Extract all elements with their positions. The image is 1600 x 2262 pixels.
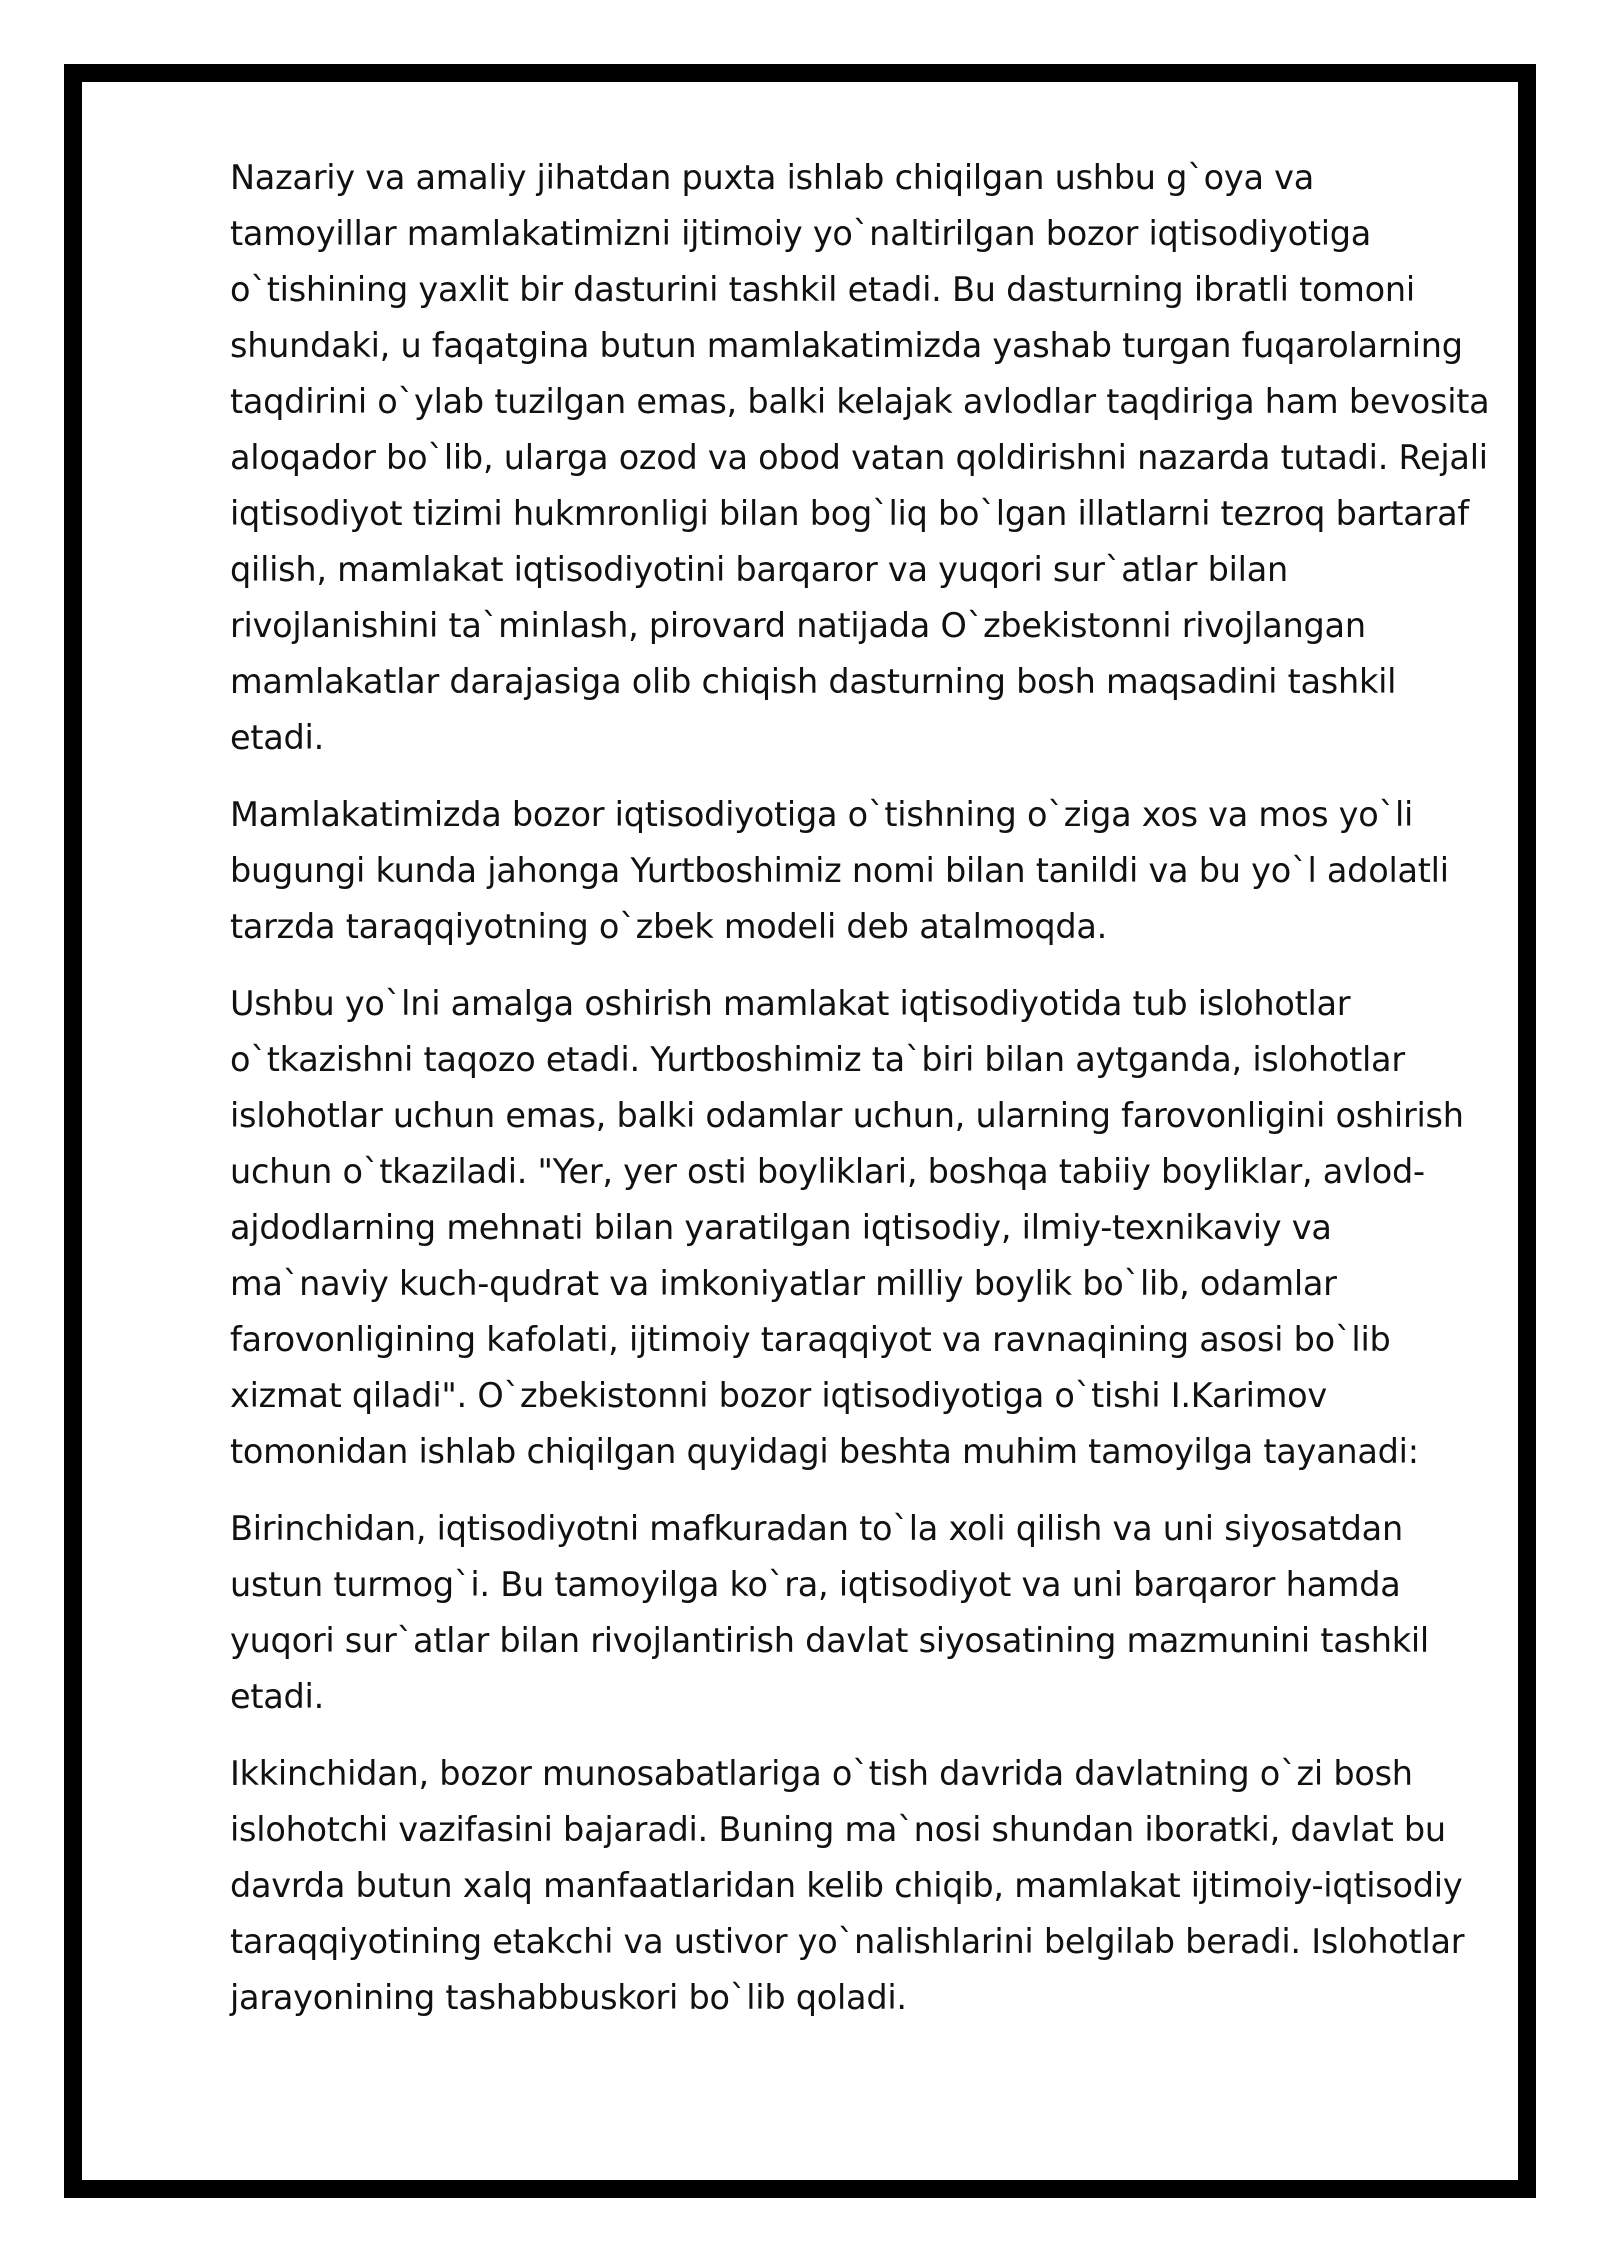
paragraph-3: Ushbu yo`lni amalga oshirish mamlakat iqtisodiyotida tub islohotlar o`tkazishni taqozo etadi. Yurtboshimiz ta`biri bilan aytganda, islohotlar islohotlar uchun emas, balki odamlar uchun, ularning farovonligini oshirish uchun o`tkaziladi. "Yer, yer osti boyliklari, boshqa tabiiy boyliklar, avlod-ajdodlarning mehnati bilan yaratilgan iqtisodiy, ilmiy-texnikaviy va ma`naviy kuch-qudrat va imkoniyatlar milliy boylik bo`lib, odamlar farovonligining kafolati, ijtimoiy taraqqiyot va ravnaqining asosi bo`lib xizmat qiladi". O`zbekistonni bozor iqtisodiyotiga o`tishi I.Karimov tomonidan ishlab chiqilgan quyidagi beshta muhim tamoyilga tayanadi:: [230, 984, 1464, 1471]
paragraph-2: Mamlakatimizda bozor iqtisodiyotiga o`tishning o`ziga xos va mos yo`li bugungi kunda jahonga Yurtboshimiz nomi bilan tanildi va bu yo`l adolatli tarzda taraqqiyotning o`zbek modeli deb atalmoqda.: [230, 795, 1449, 946]
paragraph-1: Nazariy va amaliy jihatdan puxta ishlab chiqilgan ushbu g`oya va tamoyillar mamlakatimizni ijtimoiy yo`naltirilgan bozor iqtisodiyotiga o`tishining yaxlit bir dasturini tashkil etadi. Bu dasturning ibratli tomoni shundaki, u faqatgina butun mamlakatimizda yashab turgan fuqarolarning taqdirini o`ylab tuzilgan emas, balki kelajak avlodlar taqdiriga ham bevosita aloqador bo`lib, ularga ozod va obod vatan qoldirishni nazarda tutadi. Rejali iqtisodiyot tizimi hukmronligi bilan bog`liq bo`lgan illatlarni tezroq bartaraf qilish, mamlakat iqtisodiyotini barqaror va yuqori sur`atlar bilan rivojlanishini ta`minlash, pirovard natijada O`zbekistonni rivojlangan mamlakatlar darajasiga olib chiqish dasturning bosh maqsadini tashkil etadi.: [230, 158, 1490, 757]
document-body: [230, 150, 1490, 2047]
paragraph-4: Birinchidan, iqtisodiyotni mafkuradan to`la xoli qilish va uni siyosatdan ustun turmog`i. Bu tamoyilga ko`ra, iqtisodiyot va uni barqaror hamda yuqori sur`atlar bilan rivojlantirish davlat siyosatining mazmunini tashkil etadi.: [230, 1509, 1429, 1716]
paragraph-5: Ikkinchidan, bozor munosabatlariga o`tish davrida davlatning o`zi bosh islohotchi vazifasini bajaradi. Buning ma`nosi shundan iboratki, davlat bu davrda butun xalq manfaatlaridan kelib chiqib, mamlakat ijtimoiy-iqtisodiy taraqqiyotining etakchi va ustivor yo`nalishlarini belgilab beradi. Islohotlar jarayonining tashabbuskori bo`lib qoladi.: [230, 1754, 1465, 2017]
